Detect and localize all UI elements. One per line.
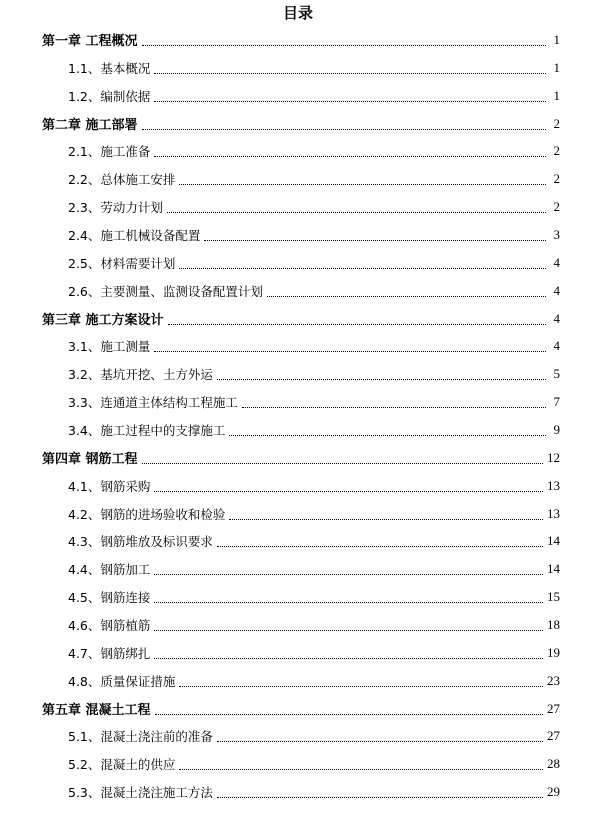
toc-entry-label: 4.2、钢筋的进场验收和检验 — [68, 506, 226, 522]
dot-leader — [154, 72, 546, 74]
toc-entry-label: 3.1、施工测量 — [68, 339, 151, 355]
toc-page-number: 27 — [547, 700, 560, 716]
dot-leader — [155, 713, 543, 715]
toc-entry-label: 4.4、钢筋加工 — [68, 562, 151, 578]
toc-page-number: 13 — [547, 505, 560, 521]
toc-page-number: 1 — [553, 87, 560, 103]
toc-section-entry[interactable] — [0, 137, 596, 165]
dot-leader — [217, 740, 543, 742]
toc-section-entry[interactable] — [0, 249, 596, 277]
dot-leader — [229, 434, 546, 436]
dot-leader — [179, 267, 546, 269]
dot-leader — [142, 128, 546, 130]
toc-entry-label: 第四章 钢筋工程 — [42, 452, 138, 468]
toc-section-entry[interactable] — [0, 611, 596, 639]
toc-page-number: 19 — [547, 644, 560, 660]
dot-leader — [179, 685, 543, 687]
toc-entry-label: 第一章 工程概况 — [42, 34, 138, 50]
dot-leader — [154, 657, 543, 659]
toc-section-entry[interactable] — [0, 416, 596, 444]
toc-page-number: 14 — [547, 533, 560, 549]
toc-section-entry[interactable] — [0, 500, 596, 528]
toc-page-number: 28 — [547, 756, 560, 772]
dot-leader — [142, 462, 543, 464]
toc-section-entry[interactable] — [0, 555, 596, 583]
dot-leader — [204, 239, 546, 241]
toc-chapter-entry[interactable] — [0, 305, 596, 333]
toc-section-entry[interactable] — [0, 277, 596, 305]
toc-section-entry[interactable] — [0, 750, 596, 778]
toc-page-number: 1 — [553, 31, 560, 47]
toc-entry-label: 1.2、编制依据 — [68, 88, 151, 104]
toc-chapter-entry[interactable] — [0, 110, 596, 138]
toc-title: 目录 — [282, 4, 313, 22]
toc-section-entry[interactable] — [0, 667, 596, 695]
toc-entry-label: 4.7、钢筋绑扎 — [68, 645, 151, 661]
toc-page-number: 2 — [553, 143, 560, 159]
toc-section-entry[interactable] — [0, 221, 596, 249]
toc-page-number: 4 — [553, 338, 560, 354]
toc-page-number: 1 — [553, 59, 560, 75]
toc-section-entry[interactable] — [0, 82, 596, 110]
table-of-contents — [0, 26, 596, 806]
toc-section-entry[interactable] — [0, 639, 596, 667]
toc-section-entry[interactable] — [0, 332, 596, 360]
toc-entry-label: 第五章 混凝土工程 — [42, 703, 151, 719]
dot-leader — [154, 573, 543, 575]
toc-chapter-entry[interactable] — [0, 26, 596, 54]
toc-page-number: 4 — [553, 282, 560, 298]
toc-entry-label: 4.1、钢筋采购 — [68, 478, 151, 494]
dot-leader — [217, 796, 543, 798]
toc-page-number: 2 — [553, 199, 560, 215]
toc-page-number: 15 — [547, 589, 560, 605]
dot-leader — [167, 211, 546, 213]
dot-leader — [154, 100, 546, 102]
toc-section-entry[interactable] — [0, 583, 596, 611]
dot-leader — [142, 44, 546, 46]
toc-page-number: 23 — [547, 672, 560, 688]
toc-entry-label: 2.5、材料需要计划 — [68, 255, 176, 271]
toc-section-entry[interactable] — [0, 722, 596, 750]
toc-page-number: 18 — [547, 616, 560, 632]
toc-page-number: 2 — [553, 171, 560, 187]
toc-entry-label: 1.1、基本概况 — [68, 60, 151, 76]
toc-section-entry[interactable] — [0, 360, 596, 388]
toc-page-number: 5 — [553, 366, 560, 382]
toc-page-number: 3 — [553, 226, 560, 242]
toc-entry-label: 4.6、钢筋植筋 — [68, 617, 151, 633]
toc-entry-label: 2.2、总体施工安排 — [68, 172, 176, 188]
toc-page-number: 27 — [547, 728, 560, 744]
toc-entry-label: 3.2、基坑开挖、土方外运 — [68, 367, 213, 383]
toc-section-entry[interactable] — [0, 54, 596, 82]
toc-section-entry[interactable] — [0, 388, 596, 416]
toc-entry-label: 4.8、质量保证措施 — [68, 673, 176, 689]
toc-chapter-entry[interactable] — [0, 695, 596, 723]
toc-entry-label: 5.2、混凝土的供应 — [68, 757, 176, 773]
toc-page-number: 12 — [547, 449, 560, 465]
toc-entry-label: 4.3、钢筋堆放及标识要求 — [68, 534, 213, 550]
dot-leader — [217, 545, 543, 547]
dot-leader — [154, 601, 543, 603]
dot-leader — [168, 323, 546, 325]
toc-page-number: 29 — [547, 784, 560, 800]
toc-section-entry[interactable] — [0, 193, 596, 221]
toc-page-number: 2 — [553, 115, 560, 131]
dot-leader — [179, 768, 543, 770]
toc-entry-label: 2.4、施工机械设备配置 — [68, 227, 201, 243]
toc-section-entry[interactable] — [0, 527, 596, 555]
toc-entry-label: 第三章 施工方案设计 — [42, 313, 164, 329]
toc-page-number: 9 — [553, 421, 560, 437]
toc-section-entry[interactable] — [0, 778, 596, 806]
toc-section-entry[interactable] — [0, 472, 596, 500]
dot-leader — [267, 295, 546, 297]
toc-entry-label: 2.1、施工准备 — [68, 144, 151, 160]
dot-leader — [242, 406, 546, 408]
toc-entry-label: 第二章 施工部署 — [42, 118, 138, 133]
dot-leader — [154, 629, 543, 631]
toc-entry-label: 2.6、主要测量、监测设备配置计划 — [68, 283, 263, 299]
toc-page-number: 13 — [547, 477, 560, 493]
toc-page-number: 4 — [553, 310, 560, 326]
dot-leader — [217, 378, 546, 380]
toc-section-entry[interactable] — [0, 165, 596, 193]
dot-leader — [154, 155, 546, 157]
dot-leader — [154, 490, 543, 492]
toc-page-number: 7 — [553, 394, 560, 410]
toc-entry-label: 4.5、钢筋连接 — [68, 590, 151, 606]
dot-leader — [179, 183, 546, 185]
dot-leader — [229, 518, 543, 520]
toc-entry-label: 5.1、混凝土浇注前的准备 — [68, 729, 213, 745]
dot-leader — [154, 350, 546, 352]
toc-entry-label: 3.4、施工过程中的支撑施工 — [68, 422, 226, 438]
toc-chapter-entry[interactable] — [0, 444, 596, 472]
toc-entry-label: 2.3、劳动力计划 — [68, 200, 163, 216]
toc-entry-label: 5.3、混凝土浇注施工方法 — [68, 785, 213, 801]
toc-page-number: 4 — [553, 254, 560, 270]
toc-page-number: 14 — [547, 561, 560, 577]
toc-entry-label: 3.3、连通道主体结构工程施工 — [68, 395, 238, 411]
